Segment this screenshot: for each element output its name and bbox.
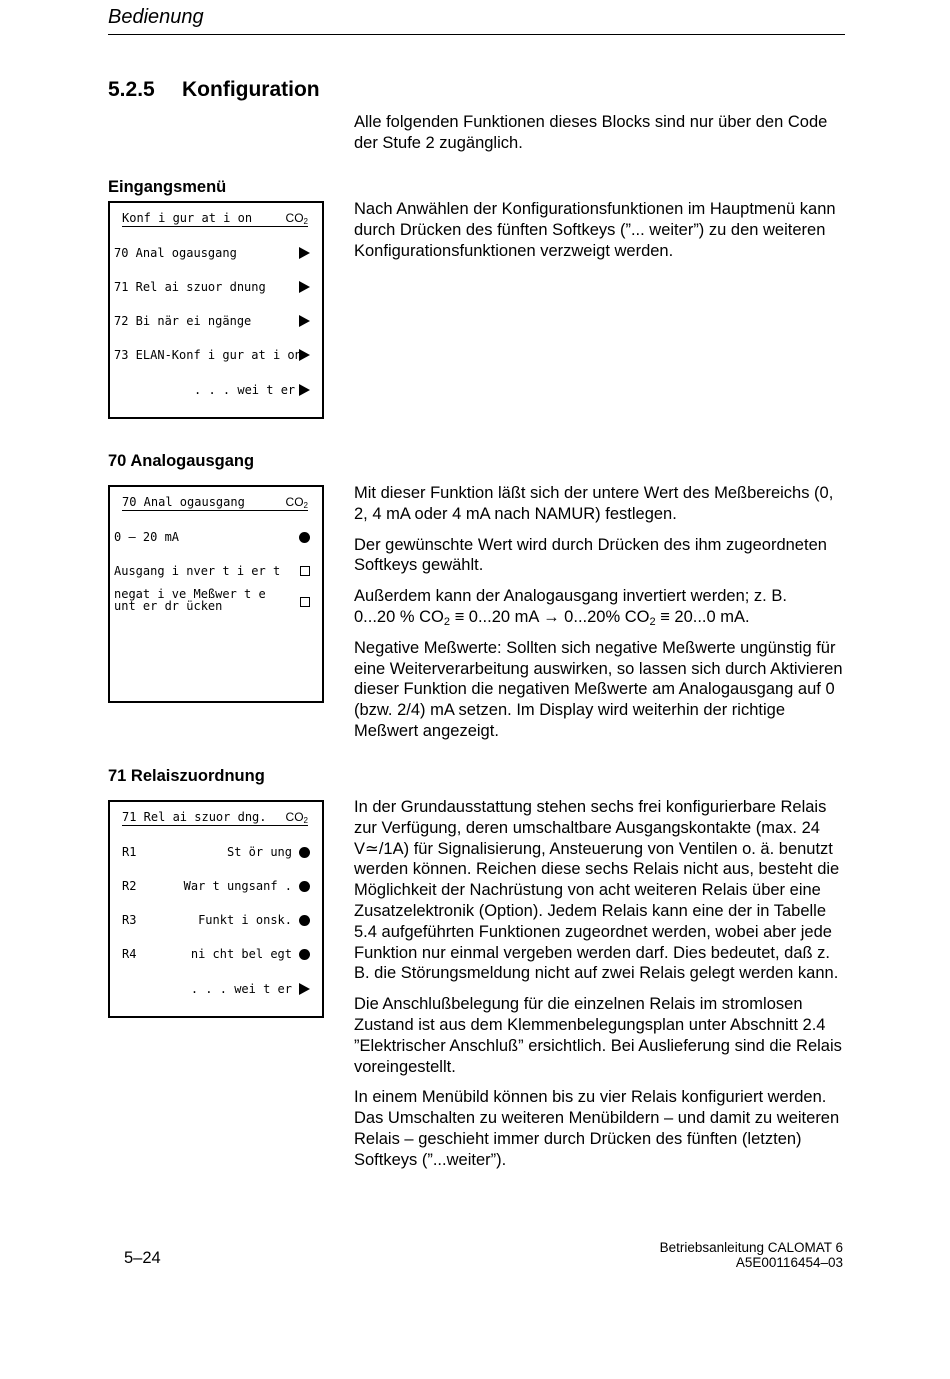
display-title: Konf i gur at i on $CO_2$ bbox=[122, 211, 308, 226]
menu-item-more[interactable]: . . . wei t er bbox=[114, 382, 314, 398]
relay-text: In der Grundausstattung stehen sechs frei konfigurierbare Relais zur Verfügung, deren umschaltbare Ausgangskontakte (max. 24 V≃/1A) für Signalisierung, Ansteuerung von Ventilen o. ä. benutzt werden können. Reichen diese sechs Relais nicht aus, besteht die Möglichkeit der Nachrüstung von acht weiteren Relais über eine Zusatzelektronik (Option). Jedem Relais kann eine der in Tabelle 5.4 aufgeführten Funktionen zugeordnet werden, wobei aber jede Funktion nur einmal vergeben werden darf. Dies bedeutet, daß z. B. die Störungsmeldung nicht auf zwei Relais gelegt werden kann. Die Anschlußbelegung für die einzelnen Relais im stromlosen Zustand ist aus dem Klemmenbelegungsplan unter Abschnitt 2.4 ”Elektrischer Anschluß” ersichtlich. Bei Auslieferung sind die Relais voreingestellt. In einem Menübild können bis zu vier Relais konfiguriert werden. Das Umschalten zu weiteren Menübildern – und damit zu weiteren Relais – geschieht immer durch Drücken des fünften (letzten) Softkeys (”...weiter”). bbox=[354, 798, 842, 1169]
relay-heading: 71 Relaiszuordnung bbox=[108, 767, 265, 785]
input-menu-display bbox=[108, 201, 324, 419]
gas-label: $CO_2$ bbox=[285, 495, 308, 510]
arrow-icon: → bbox=[543, 607, 560, 626]
arrow-right-icon bbox=[299, 349, 310, 361]
option-0-20ma[interactable]: 0 – 20 mA bbox=[114, 529, 314, 545]
analog-text: Mit dieser Funktion läßt sich der untere Wert des Meßbereichs (0, 2, 4 mA oder 4 mA nach NAMUR) festlegen. Der gewünschte Wert wird durch Drücken des ihm zugeordneten Softkeys gewählt. Außerdem kann der Analogausgang invertiert werden; z. B. 0...20 % $CO_2 \equiv 0...20$ mA → 0...20% $CO_2 \equiv 20...0$ mA. Negative Meßwerte: Sollten sich negative Meßwerte ungünstig für eine Weiterverarbeitung auswirken, so lassen sich durch Aktivieren dieser Funktion die negativen Meßwerte am Analogausgang auf 0 (bzw. 2/4) mA setzen. Im Display wird weiterhin der richtige Meßwert angezeigt. bbox=[354, 483, 846, 752]
filled-dot-icon bbox=[299, 881, 310, 892]
display-title: 70 Anal ogausgang $CO_2$ bbox=[122, 495, 308, 510]
arrow-right-icon bbox=[299, 247, 310, 259]
arrow-right-icon bbox=[299, 315, 310, 327]
analog-heading: 70 Analogausgang bbox=[108, 452, 255, 470]
display-title: 71 Rel ai szuor dng. $CO_2$ bbox=[122, 810, 308, 825]
filled-dot-icon bbox=[299, 915, 310, 926]
arrow-right-icon bbox=[299, 384, 310, 396]
arrow-right-icon bbox=[299, 983, 310, 995]
header-rule bbox=[108, 34, 845, 35]
menu-item-relay-assignment[interactable]: 71 Rel ai szuor dnung bbox=[114, 279, 314, 295]
arrow-right-icon bbox=[299, 281, 310, 293]
relay-row-r1[interactable]: R1 St ör ung bbox=[114, 844, 314, 860]
menu-item-elan-config[interactable]: 73 ELAN-Konf i gur at i on bbox=[114, 347, 314, 363]
relay-row-r2[interactable]: R2 War t ungsanf . bbox=[114, 878, 314, 894]
option-output-inverted[interactable]: Ausgang i nver t i er t bbox=[114, 563, 314, 579]
checkbox-empty-icon[interactable] bbox=[300, 566, 310, 576]
filled-dot-icon bbox=[299, 949, 310, 960]
input-menu-text: Nach Anwählen der Konfigurationsfunktionen im Hauptmenü kann durch Drücken des fünften Softkeys (”... weiter”) zu den weiteren Konfigurationsfunktionen verzweigt werden. bbox=[354, 200, 836, 260]
input-menu-heading: Eingangsmenü bbox=[108, 178, 227, 196]
running-header: Bedienung bbox=[108, 6, 204, 28]
filled-dot-icon bbox=[299, 532, 310, 543]
filled-dot-icon bbox=[299, 847, 310, 858]
analog-display bbox=[108, 485, 324, 703]
page-number: 5–24 bbox=[124, 1249, 161, 1267]
section-title: Konfiguration bbox=[182, 78, 320, 101]
menu-item-analog-output[interactable]: 70 Anal ogausgang bbox=[114, 245, 314, 261]
ac-dc-symbol: ≃ bbox=[365, 839, 379, 858]
section-number: 5.2.5 bbox=[108, 78, 155, 101]
relay-row-more[interactable]: . . . wei t er bbox=[114, 981, 314, 997]
relay-display bbox=[108, 800, 324, 1018]
intro-paragraph: Alle folgenden Funktionen dieses Blocks sind nur über den Code der Stufe 2 zugänglich. bbox=[354, 113, 828, 152]
analog-example: Außerdem kann der Analogausgang invertiert werden; z. B. 0...20 % $CO_2 \equiv 0...20$ mA → 0...20% $CO_2 \equiv 20...0$ mA. bbox=[354, 587, 787, 628]
checkbox-empty-icon[interactable] bbox=[300, 597, 310, 607]
relay-row-r3[interactable]: R3 Funkt i onsk. bbox=[114, 912, 314, 928]
relay-row-r4[interactable]: R4 ni cht bel egt bbox=[114, 946, 314, 962]
footer-manual-info: Betriebsanleitung CALOMAT 6 A5E00116454–03 bbox=[659, 1240, 843, 1270]
option-suppress-negative[interactable]: negat i ve Meßwer t e unt er dr ücken bbox=[114, 588, 314, 614]
gas-label: $CO_2$ bbox=[285, 810, 308, 825]
gas-label: $CO_2$ bbox=[285, 211, 308, 226]
menu-item-binary-inputs[interactable]: 72 Bi när ei ngänge bbox=[114, 313, 314, 329]
